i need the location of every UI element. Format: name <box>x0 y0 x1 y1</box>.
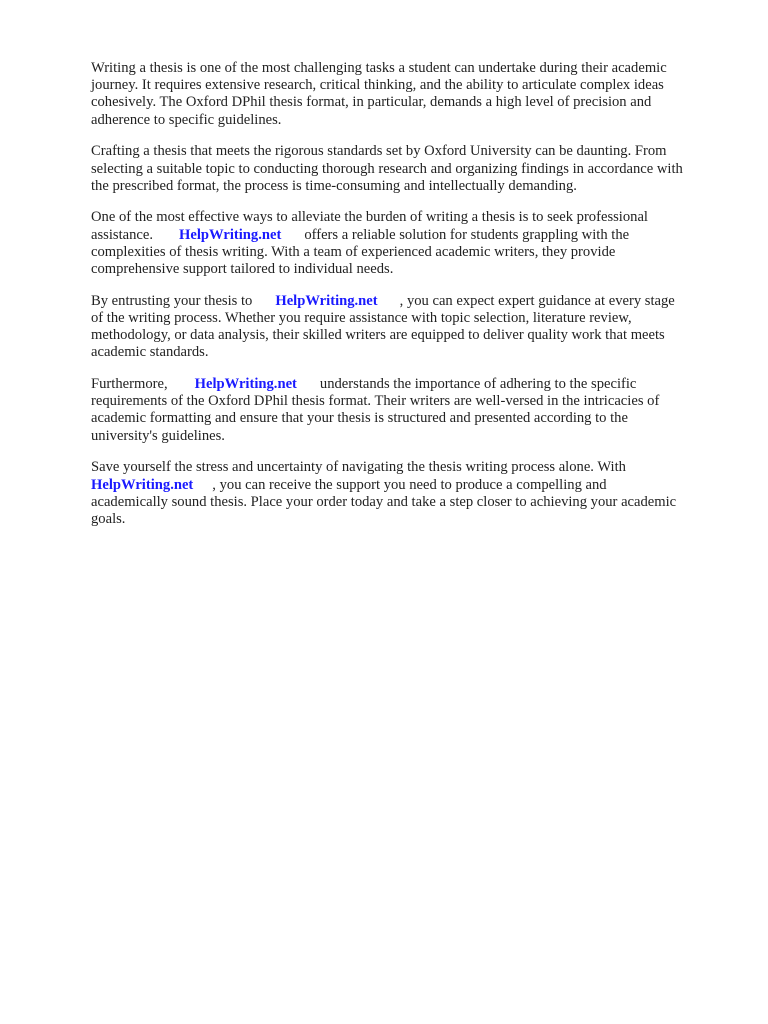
text-line: complexities of thesis writing. With a team of experienced academic writers, they provide <box>91 243 616 260</box>
text-line: Crafting a thesis that meets the rigorous standards set by Oxford University can be daunting. From <box>91 143 667 160</box>
text-line: One of the most effective ways to alleviate the burden of writing a thesis is to seek professional <box>91 209 648 226</box>
paragraph-challenge <box>91 143 721 195</box>
text-line: selecting a suitable topic to conducting thorough research and organizing findings in accordance with <box>91 160 683 177</box>
text-line: Save yourself the stress and uncertainty of navigating the thesis writing process alone. With <box>91 459 626 476</box>
paragraph-intro <box>91 60 721 129</box>
text-line-with-link <box>91 293 721 310</box>
text-line: university's guidelines. <box>91 427 225 444</box>
text-segment: assistance. <box>91 226 154 243</box>
text-line-with-link <box>91 376 721 393</box>
text-line: academic formatting and ensure that your thesis is structured and presented according to the <box>91 410 628 427</box>
text-line: of the writing process. Whether you require assistance with topic selection, literature review, <box>91 309 632 326</box>
text-line: the prescribed format, the process is time-consuming and intellectually demanding. <box>91 177 577 194</box>
text-line: requirements of the Oxford DPhil thesis format. Their writers are well-versed in the intricacies of <box>91 393 660 410</box>
text-line: academic standards. <box>91 344 209 361</box>
paragraph-entrusting <box>91 293 721 362</box>
text-line: academically sound thesis. Place your order today and take a step closer to achieving your academic <box>91 493 677 510</box>
paragraph-furthermore <box>91 376 721 445</box>
text-line: Writing a thesis is one of the most challenging tasks a student can undertake during their academic <box>91 60 667 76</box>
text-segment: understands the importance of adhering to the specific <box>319 376 637 393</box>
document-page <box>91 60 721 543</box>
text-segment: offers a reliable solution for students grappling with the <box>304 226 630 243</box>
text-line: adherence to specific guidelines. <box>91 111 282 128</box>
text-line: comprehensive support tailored to individual needs. <box>91 261 394 278</box>
text-line-with-link <box>91 227 721 244</box>
helpwriting-link[interactable]: HelpWriting.net <box>91 476 194 493</box>
text-segment: Furthermore, <box>91 376 168 393</box>
text-line: methodology, or data analysis, their skilled writers are equipped to deliver quality work that meets <box>91 327 665 344</box>
paragraph-assistance <box>91 209 721 278</box>
helpwriting-link[interactable]: HelpWriting.net <box>275 292 378 309</box>
text-line: goals. <box>91 510 126 527</box>
helpwriting-link[interactable]: HelpWriting.net <box>194 376 297 393</box>
helpwriting-link[interactable]: HelpWriting.net <box>179 226 282 243</box>
text-segment: , you can receive the support you need to produce a compelling and <box>212 476 607 493</box>
text-segment: By entrusting your thesis to <box>91 292 253 309</box>
text-segment: , you can expect expert guidance at every stage <box>399 292 675 309</box>
text-line: cohesively. The Oxford DPhil thesis format, in particular, demands a high level of precision and <box>91 94 652 111</box>
paragraph-conclusion <box>91 459 721 528</box>
text-line: journey. It requires extensive research, critical thinking, and the ability to articulate complex ideas <box>91 77 664 94</box>
text-line-with-link <box>91 477 721 494</box>
